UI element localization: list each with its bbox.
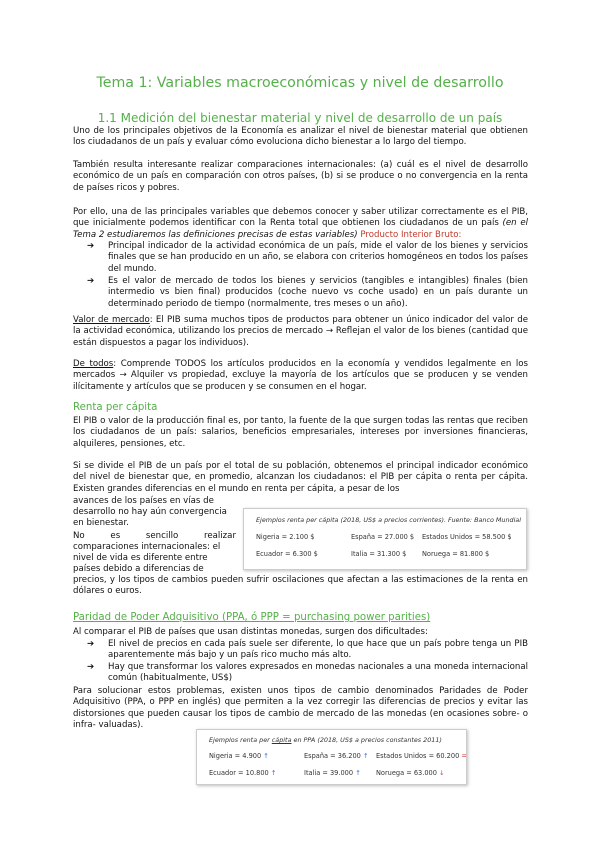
arrow-bullet-icon: ➔ bbox=[87, 639, 95, 649]
pib-text: Por ello, una de las principales variables que debemos conocer y saber utilizar correctamente es el PIB, que inicialmente podemos identificar con la Renta total que obtienen los ciudadanos de un país bbox=[73, 207, 528, 229]
paragraph-intro: Uno de los principales objetivos de la Economía es analizar el nivel de bienestar material que obtienen los ciudadanos de un país y evaluar cómo evoluciona dicho bienestar a lo largo del tiempo. bbox=[73, 126, 528, 148]
paragraph-ppa: Para solucionar estos problemas, existen unos tipos de cambio denominados Paridades de Poder Adquisitivo (PPA, o PPP en inglés) que permiten a la vez corregir las diferencias de precios y evitar las distorsiones que pueden causar los tipos de cambio de mercado de las monedas (en ocasiones sobre- o infra- valuadas). bbox=[73, 686, 528, 731]
bullet-moneda-comun: Hay que transformar los valores expresados en monedas nacionales a una moneda internacional común (habitualmente, US$) bbox=[108, 662, 528, 684]
arrow-bullet-icon: ➔ bbox=[87, 662, 95, 672]
valor-mercado-label: Valor de mercado bbox=[73, 315, 150, 325]
paragraph-dificultades: Al comparar el PIB de países que usan distintas monedas, surgen dos dificultades: bbox=[73, 627, 428, 637]
example-nigeria: Nigeria = 2.100 $ bbox=[256, 533, 315, 541]
arrow-up-icon: ↑ bbox=[263, 752, 269, 760]
arrow-up-icon: ↑ bbox=[362, 752, 369, 760]
example-ecuador: Ecuador = 6.300 $ bbox=[256, 550, 318, 558]
pib-definition-label: Producto Interior Bruto: bbox=[357, 229, 462, 240]
arrow-bullet-icon: ➔ bbox=[87, 241, 95, 251]
arrow-down-icon: ↓ bbox=[439, 769, 445, 777]
arrow-up-icon: ↑ bbox=[355, 769, 361, 777]
ppa-nigeria bbox=[209, 752, 269, 760]
ppa-box-title-a: Ejemplos renta per bbox=[209, 736, 272, 744]
ppa-espana bbox=[304, 752, 368, 760]
ppa-noruega bbox=[376, 769, 445, 777]
de-todos-text: : Comprende TODOS los artículos producidos en la economía y vendidos legalmente en los mercados → Alquiler vs propiedad, excluye la mayoría de los artículos que se producen y se venden ilícitamente y artículos que se producen y se consumen en el hogar. bbox=[73, 359, 528, 392]
ppa-espana-text: España = 36.200 bbox=[304, 752, 361, 760]
ppa-ecuador bbox=[209, 769, 276, 777]
ppa-italia-text: Italia = 39.000 bbox=[304, 769, 354, 777]
ppa-ecuador-text: Ecuador = 10.800 bbox=[209, 769, 269, 777]
heading-ppa bbox=[73, 612, 430, 623]
paragraph-comparaciones-line3: nivel de vida es diferente entre bbox=[73, 553, 208, 563]
example-noruega: Noruega = 81.800 $ bbox=[422, 550, 490, 558]
heading-renta-per-capita: Renta per cápita bbox=[73, 402, 158, 413]
ppa-estados-unidos-text: Estados Unidos = 60.200 bbox=[376, 752, 460, 760]
bullet-pib-market-value: Es el valor de mercado de todos los bienes y servicios (tangibles e intangibles) finales (bien intermedio vs bien final) producidos (coche nuevo vs coche usado) en un país durante un determinado periodo de tiempo (normalmente, tres meses o un año). bbox=[108, 276, 528, 309]
example-espana: España = 27.000 $ bbox=[351, 533, 415, 541]
bullet-nivel-precios: El nivel de precios en cada país suele ser diferente, lo que hace que un país pobre tenga un PIB aparentemente más bajo y un país rico mucho más alto. bbox=[108, 639, 528, 661]
de-todos-label: De todos bbox=[73, 359, 114, 369]
paragraph-comparaciones-line4: países debido a diferencias de bbox=[73, 564, 204, 574]
arrow-bullet-icon: ➔ bbox=[87, 276, 95, 286]
heading-ppa-text: Paridad de Poder Adquisitivo (PPA, ó PPP = purchasing power parities) bbox=[73, 612, 431, 623]
paragraph-pib-per-capita: Si se divide el PIB de un país por el total de su población, obtenemos el principal indicador económico del nivel de bienestar que, en promedio, alcanzan los ciudadanos: el PIB per cápita o renta per cápita. Existen grandes diferencias en el mundo en renta per cápita, a pesar de los bbox=[73, 461, 528, 494]
paragraph-valor-mercado bbox=[73, 315, 528, 349]
example-estados-unidos: Estados Unidos = 58.500 $ bbox=[422, 533, 512, 541]
paragraph-comparaciones-line1: No es sencillo realizar bbox=[73, 531, 236, 541]
paragraph-comparisons: También resulta interesante realizar comparaciones internacionales: (a) cuál es el nivel de desarrollo económico de un país en comparación con otros países, (b) si se produce o no convergencia en la renta de países ricos y pobres. bbox=[73, 160, 528, 193]
example-box-title: Ejemplos renta per cápita (2018, US$ a precios corrientes). Fuente: Banco Mundial bbox=[256, 516, 522, 524]
renta-per-capita-example-box bbox=[243, 508, 527, 570]
paragraph-comparaciones-line2: comparaciones internacionales: el bbox=[73, 542, 221, 552]
ppa-noruega-text: Noruega = 63.000 bbox=[376, 769, 437, 777]
ppa-nigeria-text: Nigeria = 4.900 bbox=[209, 752, 262, 760]
ppa-box-title bbox=[209, 736, 442, 744]
paragraph-pib bbox=[73, 207, 528, 241]
paragraph-comparaciones-rest: precios, y los tipos de cambios pueden sufrir oscilaciones que afectan a las estimaciones de la renta en dólares o euros. bbox=[73, 575, 528, 597]
paragraph-avances-line2: desarrollo no hay aún convergencia bbox=[73, 507, 227, 517]
ppa-box-title-u: cápita bbox=[271, 736, 292, 744]
ppa-italia bbox=[304, 769, 361, 777]
paragraph-avances-line3: en bienestar. bbox=[73, 518, 129, 528]
valor-mercado-text: : El PIB suma muchos tipos de productos para obtener un único indicador del valor de la actividad económica, utilizando los precios de mercado → Reflejan el valor de los bienes (cantidad que están dispuestos a pagar los individuos). bbox=[73, 315, 528, 348]
example-italia: Italia = 31.300 $ bbox=[351, 550, 407, 558]
ppa-estados-unidos bbox=[376, 752, 467, 760]
pib-note: (en el Tema 2 estudiaremos las definiciones precisas de estas variables) bbox=[73, 218, 529, 240]
paragraph-de-todos bbox=[73, 359, 528, 393]
paragraph-rentas: El PIB o valor de la producción final es, por tanto, la fuente de la que surgen todas las rentas que reciben los ciudadanos de un país: salarios, beneficios empresariales, intereses por inversiones financieras, alquileres, pensiones, etc. bbox=[73, 416, 528, 449]
arrow-up-icon: ↑ bbox=[270, 769, 277, 777]
equal-icon: = bbox=[461, 752, 467, 760]
section-heading: 1.1 Medición del bienestar material y nivel de desarrollo de un país bbox=[97, 111, 503, 125]
ppa-box-title-b: en PPA (2018, US$ a precios constantes 2011) bbox=[291, 736, 442, 744]
ppa-example-box bbox=[196, 729, 467, 785]
page-title: Tema 1: Variables macroeconómicas y nivel de desarrollo bbox=[96, 75, 504, 91]
bullet-pib-indicator: Principal indicador de la actividad económica de un país, mide el valor de los bienes y servicios finales que se han producido en un año, se elabora con criterios homogéneos en todos los países del mundo. bbox=[108, 241, 528, 274]
paragraph-avances-line1: avances de los países en vías de bbox=[73, 496, 214, 506]
